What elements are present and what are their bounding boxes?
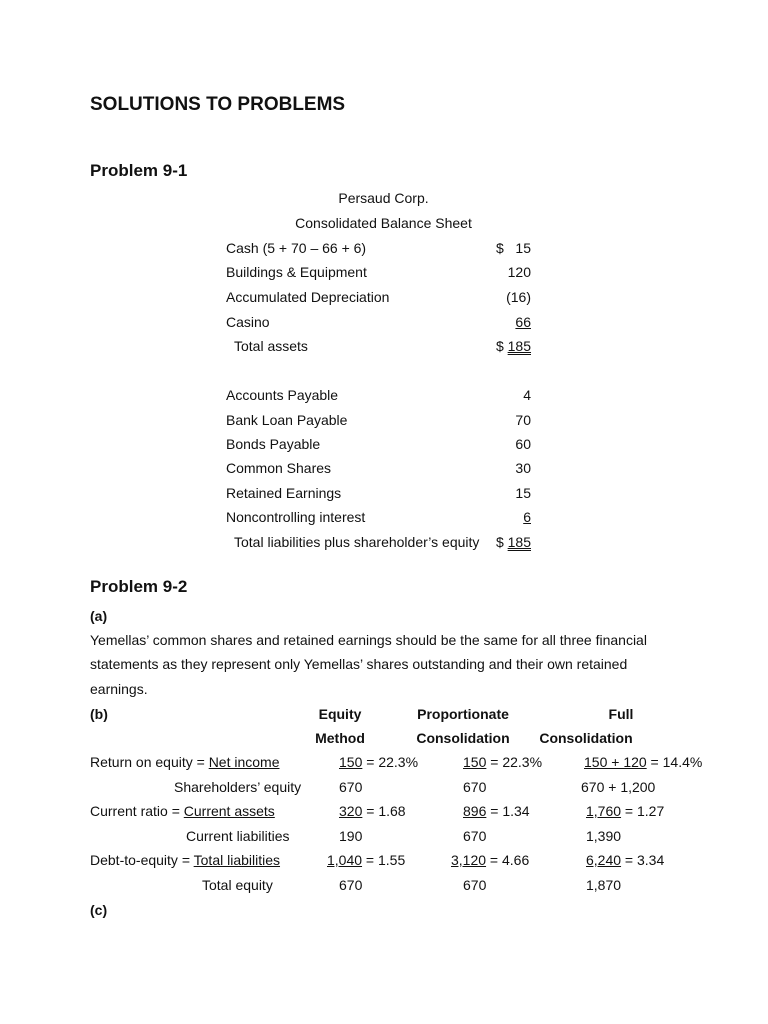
row-value: 70	[515, 412, 531, 428]
problem-9-2-heading: Problem 9-2	[90, 577, 188, 596]
ratio-value	[463, 803, 530, 819]
ratio-formula	[90, 754, 280, 770]
ratio-numerator-label: Current assets	[183, 803, 275, 819]
ratio-value	[463, 754, 542, 770]
row-label: Accumulated Depreciation	[226, 289, 390, 305]
part-a-label: (a)	[90, 608, 108, 624]
paragraph-line: earnings.	[90, 681, 148, 697]
ratio-value	[339, 754, 418, 770]
row-value	[496, 338, 531, 354]
col-head-proportionate-sub: Consolidation	[416, 730, 510, 746]
row-value	[496, 534, 531, 550]
result: = 22.3%	[486, 754, 543, 770]
ratio-value	[451, 852, 529, 868]
ratio-name: Return on equity =	[90, 754, 209, 770]
balance-row	[226, 412, 531, 432]
denominator: 670	[463, 828, 487, 844]
problem-9-1-heading: Problem 9-1	[90, 161, 188, 180]
row-value: 60	[515, 436, 531, 452]
ratio-value	[586, 852, 664, 868]
ratio-numerator-label: Net income	[208, 754, 280, 770]
result: = 1.55	[362, 852, 406, 868]
denominator: 1,870	[586, 877, 622, 893]
denominator: 670	[339, 877, 363, 893]
result: = 4.66	[486, 852, 530, 868]
col-head-equity-sub: Method	[315, 730, 365, 746]
balance-row	[226, 485, 531, 505]
balance-row	[226, 240, 531, 260]
col-head-equity: Equity	[318, 706, 362, 722]
row-value: 66	[515, 314, 531, 330]
paragraph-line: statements as they represent only Yemellas’ shares outstanding and their own retained	[90, 656, 628, 672]
result: = 1.68	[362, 803, 406, 819]
ratio-formula	[90, 852, 280, 868]
result: = 14.4%	[646, 754, 703, 770]
denominator: 670	[339, 779, 363, 795]
result: = 3.34	[621, 852, 665, 868]
ratio-name: Debt-to-equity =	[90, 852, 194, 868]
ratio-denominator-label: Total equity	[202, 877, 273, 893]
total-value: 185	[507, 338, 531, 354]
row-label: Accounts Payable	[226, 387, 339, 403]
numerator: 150 + 120	[584, 754, 647, 770]
total-assets-row	[226, 338, 531, 358]
col-head-full-sub: Consolidation	[539, 730, 633, 746]
row-label: Total assets	[234, 338, 308, 354]
currency-sign: $	[495, 338, 508, 354]
balance-row	[226, 289, 531, 309]
statement-title: Consolidated Balance Sheet	[295, 215, 472, 231]
ratio-value	[339, 803, 406, 819]
total-value: 185	[507, 534, 531, 550]
paragraph-line: Yemellas’ common shares and retained earnings should be the same for all three financial	[90, 632, 647, 648]
numerator: 320	[339, 803, 363, 819]
row-value: 15	[515, 485, 531, 501]
row-label: Common Shares	[226, 460, 332, 476]
balance-row	[226, 436, 531, 456]
numerator: 150	[463, 754, 487, 770]
ratio-value	[327, 852, 405, 868]
numerator: 6,240	[586, 852, 622, 868]
row-label: Buildings & Equipment	[226, 264, 367, 280]
currency-sign: $	[495, 534, 508, 550]
page-title: SOLUTIONS TO PROBLEMS	[90, 94, 346, 115]
balance-row	[226, 509, 531, 529]
numerator: 896	[463, 803, 487, 819]
balance-row	[226, 264, 531, 284]
result: = 1.34	[486, 803, 530, 819]
row-label: Cash (5 + 70 – 66 + 6)	[226, 240, 367, 256]
row-value: (16)	[506, 289, 531, 305]
row-value: 30	[515, 460, 531, 476]
part-c-label: (c)	[90, 902, 108, 918]
row-label: Bonds Payable	[226, 436, 321, 452]
ratio-formula	[90, 803, 275, 819]
col-head-full: Full	[608, 706, 634, 722]
balance-row	[226, 314, 531, 334]
ratio-name: Current ratio =	[90, 803, 184, 819]
col-head-proportionate: Proportionate	[417, 706, 509, 722]
balance-row	[226, 387, 531, 407]
company-name: Persaud Corp.	[338, 190, 429, 206]
result: = 1.27	[621, 803, 665, 819]
denominator: 670	[463, 779, 487, 795]
total-liabilities-row	[226, 534, 531, 554]
row-value: 6	[523, 509, 531, 525]
row-value: 120	[507, 264, 531, 280]
part-b-label: (b)	[90, 706, 108, 722]
denominator: 1,390	[586, 828, 622, 844]
numerator: 1,760	[586, 803, 622, 819]
row-label: Noncontrolling interest	[226, 509, 366, 525]
ratio-denominator-label: Shareholders’ equity	[174, 779, 302, 795]
ratio-value	[584, 754, 702, 770]
row-label: Total liabilities plus shareholder’s equity	[234, 534, 480, 550]
balance-row	[226, 460, 531, 480]
row-value: 4	[523, 387, 531, 403]
denominator: 670	[463, 877, 487, 893]
numerator: 3,120	[451, 852, 487, 868]
ratio-numerator-label: Total liabilities	[193, 852, 281, 868]
denominator: 190	[339, 828, 363, 844]
ratio-denominator-label: Current liabilities	[186, 828, 290, 844]
row-label: Bank Loan Payable	[226, 412, 348, 428]
result: = 22.3%	[362, 754, 419, 770]
denominator: 670 + 1,200	[581, 779, 656, 795]
numerator: 1,040	[327, 852, 363, 868]
row-label: Retained Earnings	[226, 485, 342, 501]
row-value: $ 15	[495, 240, 531, 256]
numerator: 150	[339, 754, 363, 770]
ratio-value	[586, 803, 664, 819]
row-label: Casino	[226, 314, 270, 330]
